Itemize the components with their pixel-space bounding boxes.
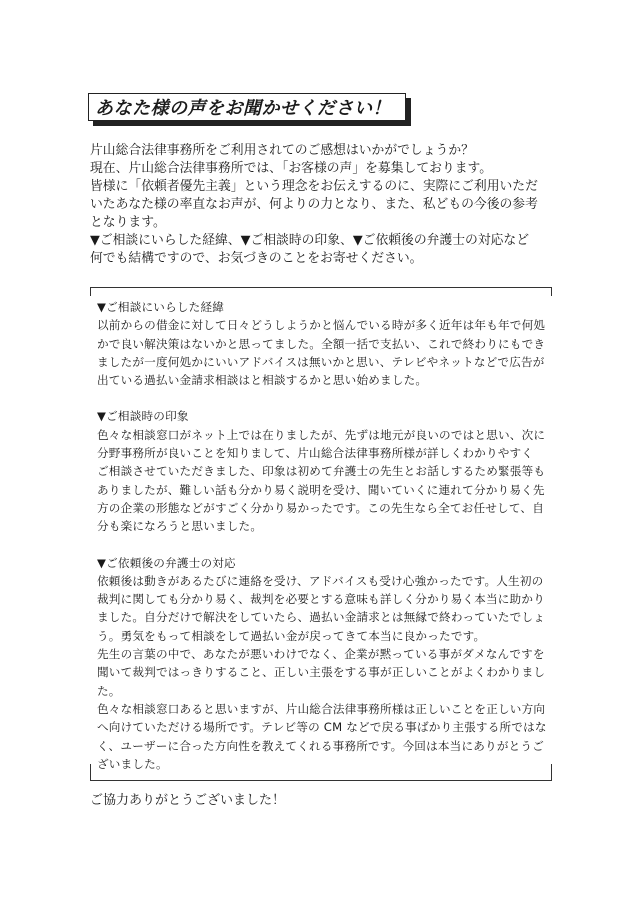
section-consultation-reason [97, 298, 563, 389]
section-lawyer-response [97, 554, 563, 774]
section-line: ましたが一度何処かにいいアドバイスは無いかと思い、テレビやネットなどで広告が [97, 354, 545, 369]
section-line: 以前からの借金に対して日々どうしようかと悩んでいる時が多く近年は年も年で何処 [97, 318, 546, 333]
section-line: ありましたが、難しい話も分かり易く説明を受け、聞いていくに連れて分かり易く先 [97, 482, 545, 497]
section-line: 色々な相談窓口あると思いますが、片山総合法律事務所様は正しいことを正しい方向 [97, 701, 546, 716]
section-heading: ▼ご相談時の印象 [97, 409, 189, 424]
page-title: あなた様の声をお聞かせください！ [95, 98, 391, 119]
intro-line: 片山総合法律事務所をご利用されてのご感想はいかがでしょうか？ [90, 143, 474, 158]
section-heading: ▼ご相談にいらした経緯 [97, 300, 225, 314]
section-line: ました。自分だけで解決をしていたら、過払い金請求とは無縁で終わっていたでしょ [97, 610, 546, 625]
section-line: 分も楽になろうと思いました。 [97, 519, 263, 534]
closing-message: ご協力ありがとうございました！ [90, 793, 286, 808]
section-line: ご相談させていただきました、印象は初めて弁護士の先生とお話しするため緊張等も [97, 464, 546, 479]
comment-box [97, 298, 563, 791]
section-line: 聞いて裁判ではっきりすること、正しい主張をする事が正しいことがよくわかりまし [97, 665, 546, 680]
section-line: た。 [97, 683, 121, 698]
section-line: 出ている過払い金請求相談はと相談するかと思い始めました。 [97, 373, 428, 388]
section-line: かで良い解決策はないかと思ってました。全額一括で支払い、これで終わりにもでき [97, 336, 546, 351]
section-line: う。勇気をもって相談をして過払い金が戻ってきて本当に良かったです。 [97, 628, 486, 643]
section-line: へ向けていただける場所です。テレビ等の CM などで戻る事ばかり主張する所ではな [97, 720, 547, 735]
intro-line: となります。 [90, 215, 166, 230]
section-consultation-impression [97, 407, 563, 535]
section-line: 色々な相談窓口がネット上では在りましたが、先ずは地元が良いのではと思い、次に [97, 427, 546, 442]
section-line: 先生の言葉の中で、あなたが悪いわけでなく、企業が黙っている事がダメなんですを [97, 647, 545, 662]
section-line: く、ユーザーに合った方向性を教えてくれる事務所です。今回は本当にありがとうご [97, 738, 545, 753]
section-heading: ▼ご依頼後の弁護士の対応 [97, 555, 236, 570]
comment-box-bottom-bracket [90, 764, 552, 781]
intro-line: 現在、片山総合法律事務所では、「お客様の声」を募集しております。 [90, 161, 493, 176]
intro-line: いたあなた様の率直なお声が、何よりの力となり、また、私どもの今後の参考 [90, 197, 538, 212]
intro-line: ▼ご相談にいらした経緯、▼ご相談時の印象、▼ご依頼後の弁護士の対応など [90, 233, 530, 248]
section-line: 裁判に関しても分かり易く、裁判を必要とする意味も詳しく分かり易く本当に助かり [97, 592, 545, 607]
title-banner [88, 93, 406, 121]
intro-line: 何でも結構ですので、お気づきのことをお寄せください。 [90, 251, 423, 266]
section-line: 依頼後は動きがあるたびに連絡を受け、アドバイスも受け心強かったです。人生初の [97, 573, 544, 588]
section-line: 分野事務所が良いことを知りまして、片山総合法律事務所様が詳しくわかりやすく [97, 446, 534, 461]
section-line: ざいました。 [97, 756, 168, 771]
section-line: 方の企業の形態などがすごく分かり易かったです。この先生なら全てお任せして、自 [97, 500, 545, 515]
comment-box-top-bracket [90, 287, 552, 296]
intro-text [90, 142, 570, 268]
intro-line: 皆様に「依頼者優先主義」という理念をお伝えするのに、実際にご利用いただ [90, 179, 538, 194]
